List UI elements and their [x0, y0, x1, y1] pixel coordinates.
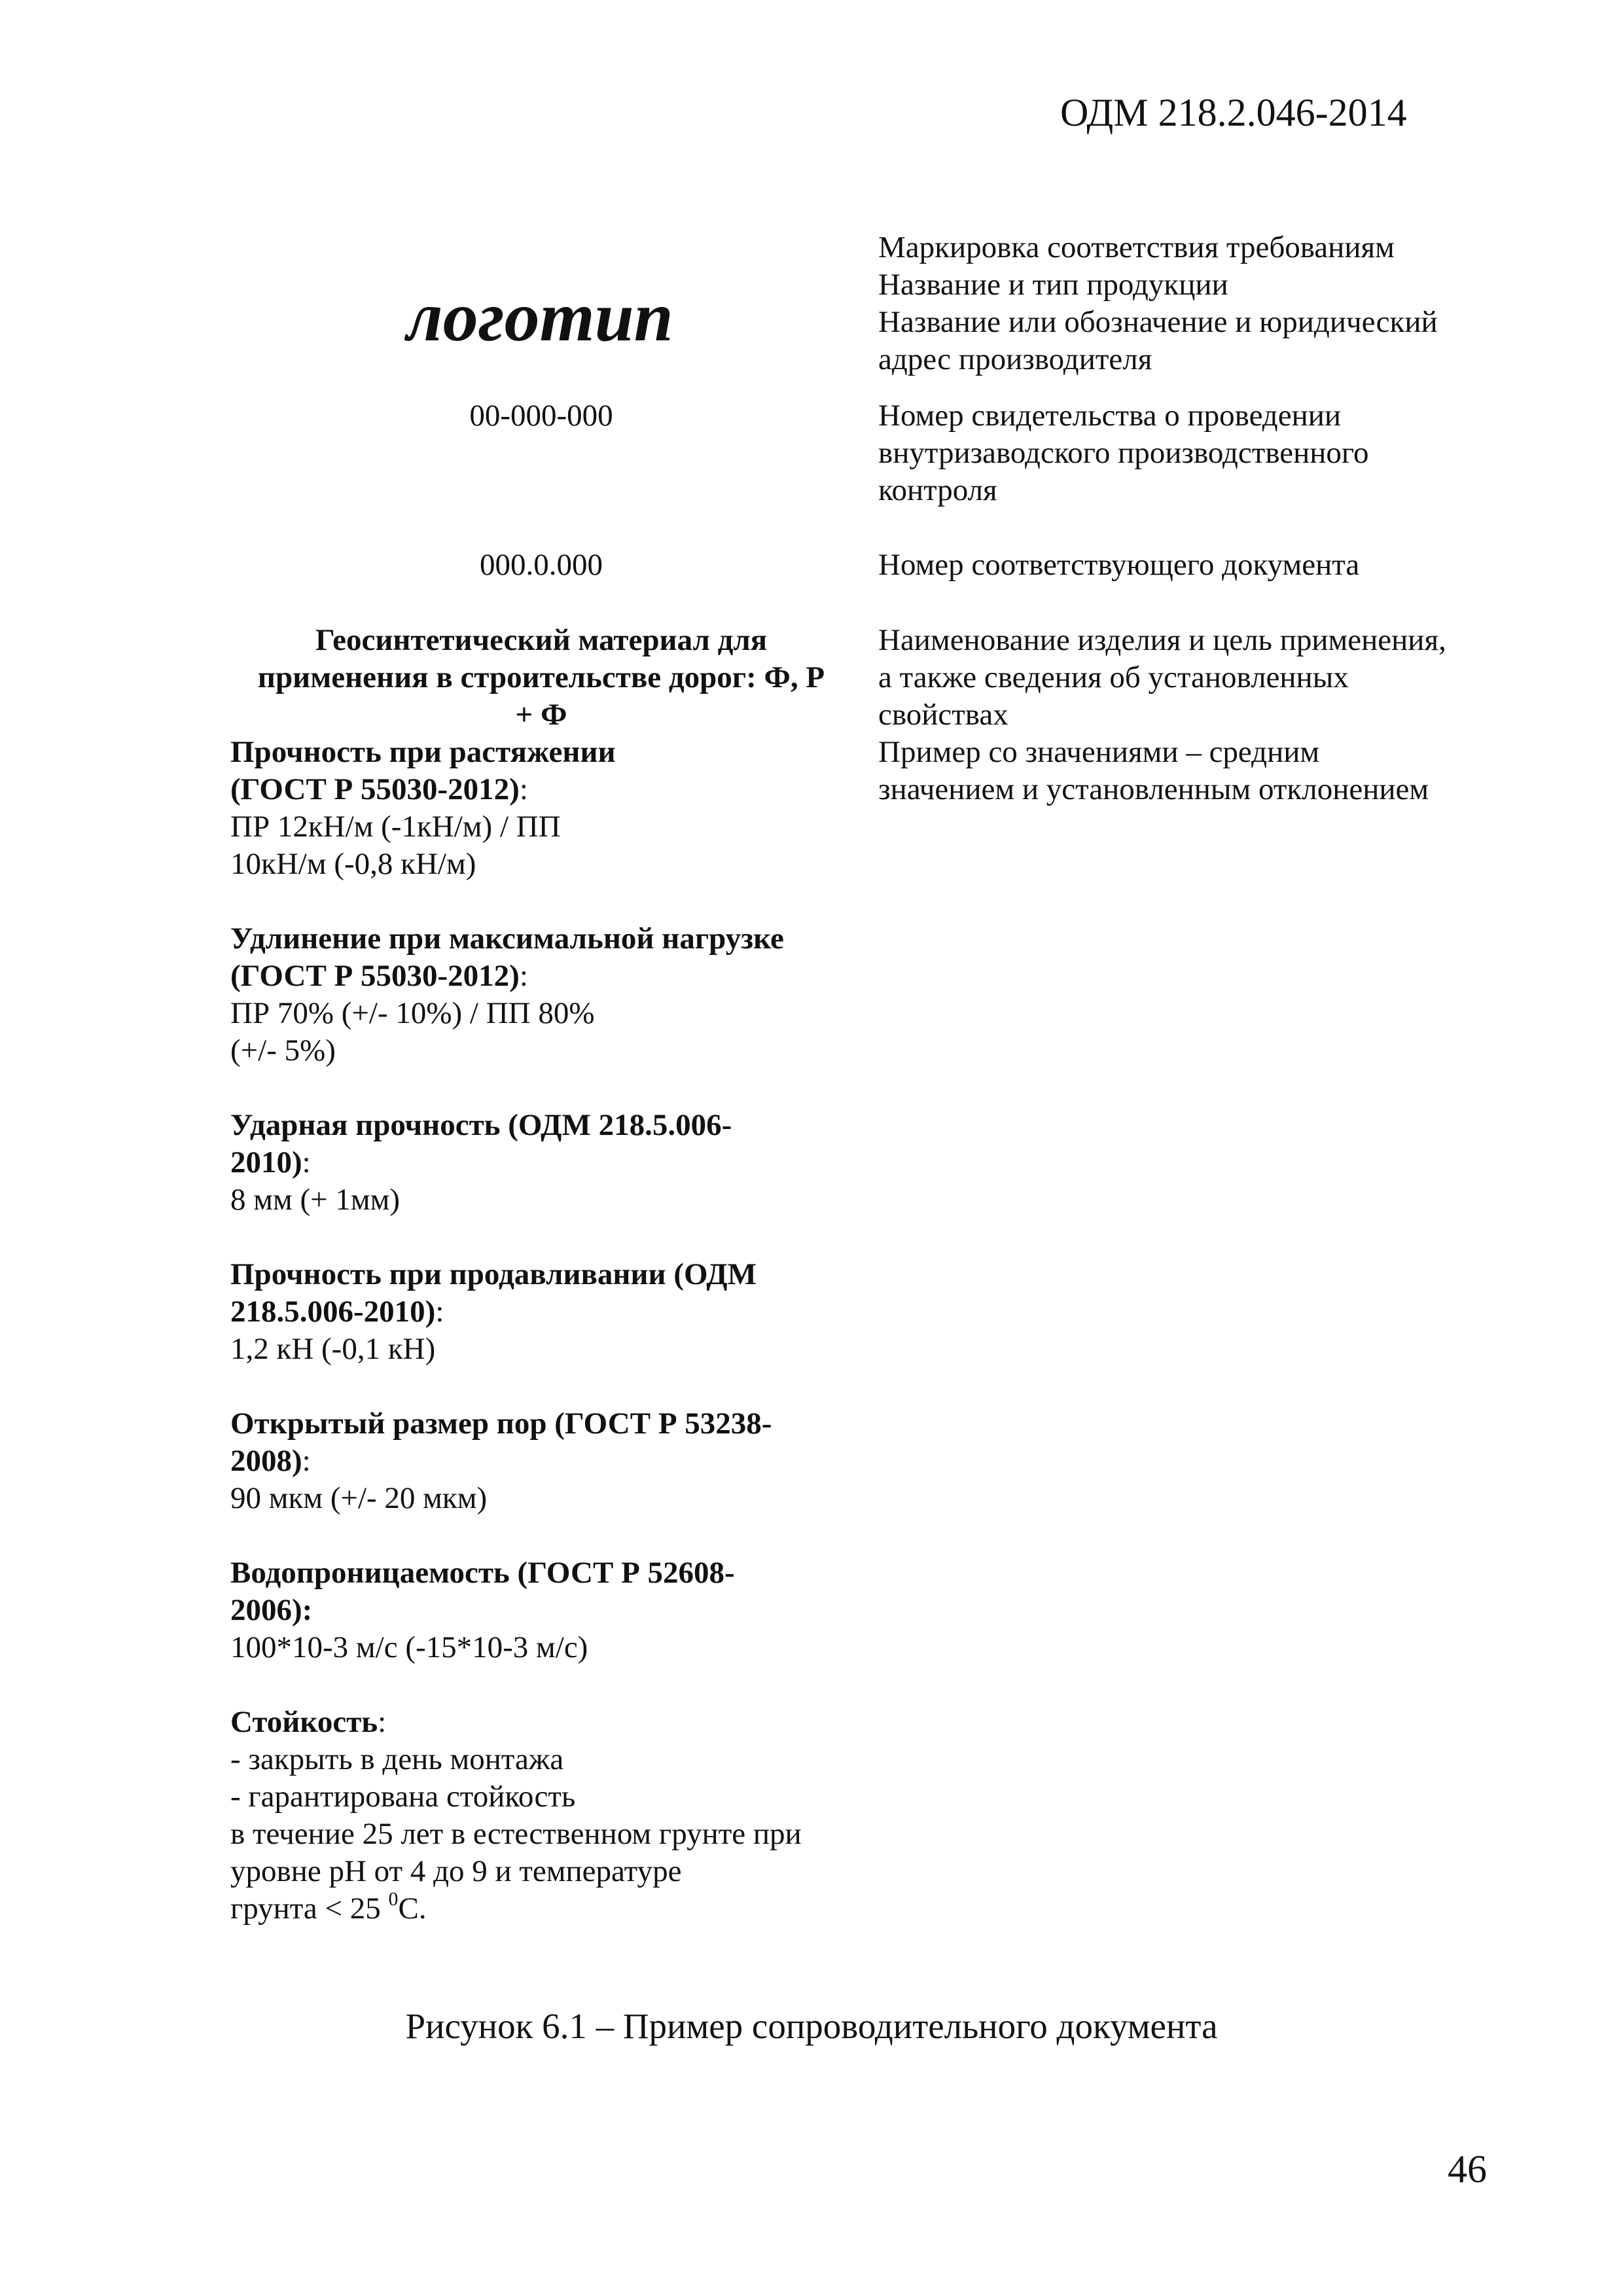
property-title: 2008): [230, 1444, 302, 1478]
property-puncture-strength: [230, 1256, 852, 1368]
product-description: [878, 622, 1559, 808]
property-impact-strength: [230, 1107, 852, 1219]
durability-line: уровне pH от 4 до 9 и температуре: [230, 1854, 682, 1888]
property-elongation: [230, 920, 852, 1069]
product-title-line: Геосинтетический материал для: [315, 623, 768, 657]
durability-suffix: :: [378, 1705, 387, 1739]
document-number: 000.0.000: [480, 548, 603, 582]
property-permeability: [230, 1554, 852, 1666]
product-title-line: применения в строительстве дорог: Ф, Р: [257, 660, 825, 694]
document-code-header: ОДМ 218.2.046-2014: [1060, 91, 1407, 134]
marking-line: адрес производителя: [878, 342, 1152, 376]
property-title: Удлинение при максимальной нагрузке: [230, 922, 784, 956]
property-value: 100*10-3 м/с (-15*10-3 м/с): [230, 1630, 588, 1664]
product-title-line: + Ф: [515, 698, 567, 732]
property-value: ПР 70% (+/- 10%) / ПП 80%: [230, 996, 595, 1030]
product-desc-line: Наименование изделия и цель применения,: [878, 623, 1446, 657]
document-number-description: Номер соответствующего документа: [878, 548, 1360, 582]
durability-last-line: грунта < 25 $^0$C.: [230, 1888, 427, 1926]
durability-line: - гарантирована стойкость: [230, 1780, 576, 1814]
durability-line: в течение 25 лет в естественном грунте при: [230, 1817, 802, 1851]
degree-superscript: 0: [388, 1888, 399, 1910]
product-desc-line: свойствах: [878, 698, 1008, 732]
property-title: (ГОСТ Р 55030-2012): [230, 772, 520, 806]
figure-caption: Рисунок 6.1 – Пример сопроводительного документа: [405, 2006, 1218, 2046]
property-value: (+/- 5%): [230, 1033, 336, 1067]
product-title: [230, 622, 852, 734]
property-title: 2006):: [230, 1593, 313, 1627]
property-value: 8 мм (+ 1мм): [230, 1183, 401, 1217]
durability-line: - закрыть в день монтажа: [230, 1742, 564, 1776]
product-desc-line: а также сведения об установленных: [878, 660, 1349, 694]
property-value: 90 мкм (+/- 20 мкм): [230, 1481, 488, 1515]
page-number: 46: [1448, 2147, 1487, 2191]
property-suffix: :: [302, 1444, 311, 1478]
property-title: (ГОСТ Р 55030-2012): [230, 959, 520, 993]
certificate-line: Номер свидетельства о проведении: [878, 399, 1342, 433]
property-title: Открытый размер пор (ГОСТ Р 53238-: [230, 1407, 772, 1441]
marking-line: Название и тип продукции: [878, 268, 1228, 302]
property-title: Прочность при продавливании (ОДМ: [230, 1257, 757, 1291]
property-suffix: :: [302, 1145, 311, 1179]
marking-line: Маркировка соответствия требованиям: [878, 230, 1395, 264]
property-value: ПР 12кН/м (-1кН/м) / ПП: [230, 810, 561, 844]
marking-line: Название или обозначение и юридический: [878, 305, 1438, 339]
product-desc-line: Пример со значениями – средним: [878, 735, 1320, 769]
property-title: Ударная прочность (ОДМ 218.5.006-: [230, 1108, 732, 1142]
property-title: Водопроницаемость (ГОСТ Р 52608-: [230, 1556, 735, 1590]
certificate-description: [878, 397, 1559, 509]
property-pore-size: [230, 1405, 852, 1517]
property-value: 1,2 кН (-0,1 кН): [230, 1332, 436, 1366]
property-durability: [230, 1704, 852, 1928]
property-suffix: :: [435, 1295, 444, 1329]
property-suffix: :: [519, 772, 528, 806]
durability-title: Стойкость: [230, 1705, 378, 1739]
property-title: 2010): [230, 1145, 302, 1179]
certificate-line: внутризаводского производственного: [878, 436, 1369, 470]
property-value: 10кН/м (-0,8 кН/м): [230, 847, 476, 881]
product-desc-line: значением и установленным отклонением: [878, 772, 1429, 806]
logo-placeholder: логотип: [406, 278, 673, 356]
certificate-line: контроля: [878, 473, 997, 507]
property-tensile-strength: [230, 734, 852, 883]
certificate-number: 00-000-000: [469, 399, 613, 433]
property-title: Прочность при растяжении: [230, 735, 616, 769]
marking-description: [878, 229, 1559, 378]
product-specification: [230, 622, 852, 1928]
property-title: 218.5.006-2010): [230, 1295, 436, 1329]
property-suffix: :: [519, 959, 528, 993]
